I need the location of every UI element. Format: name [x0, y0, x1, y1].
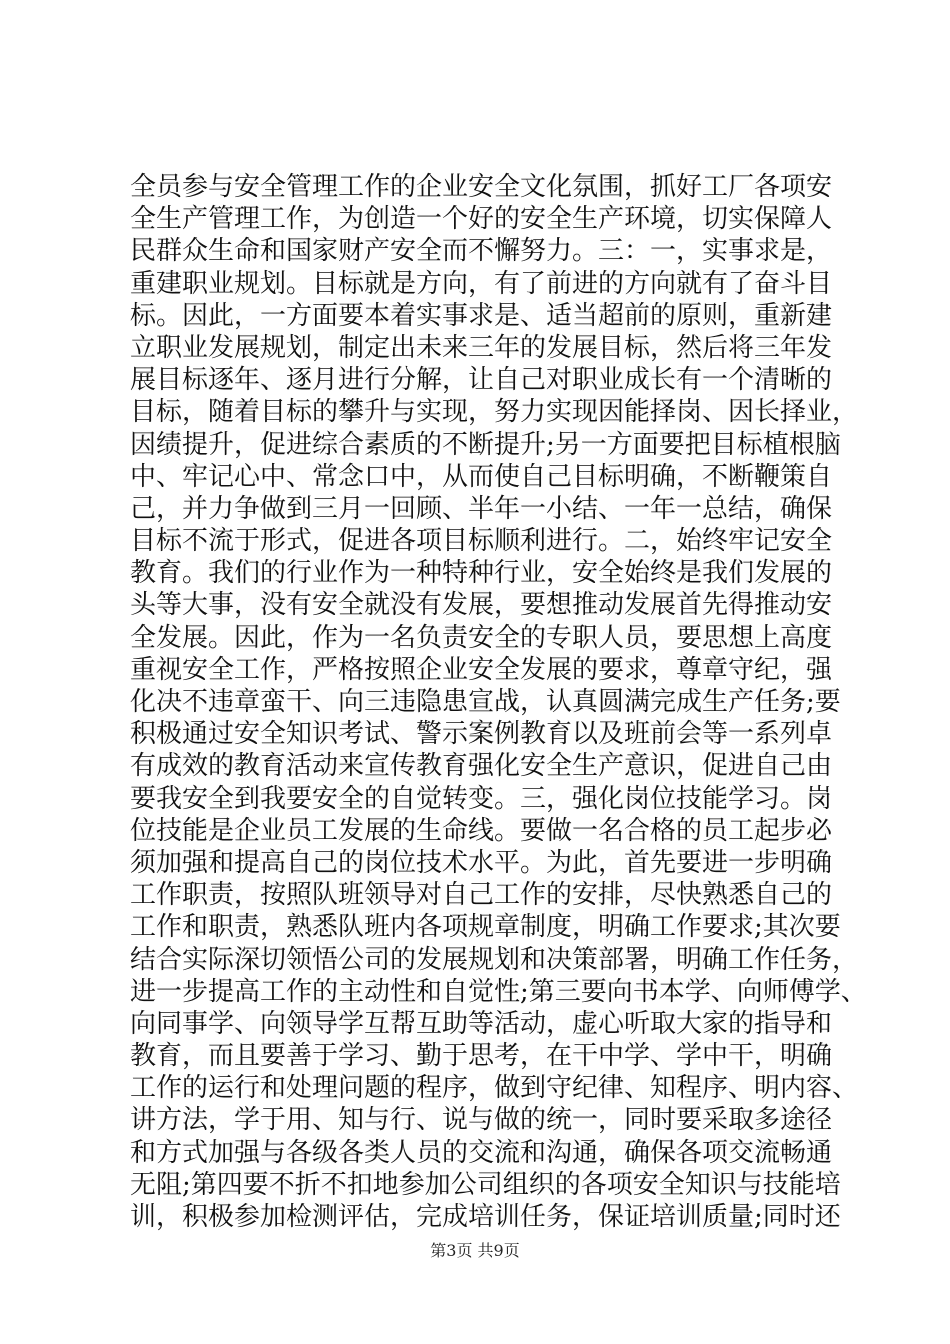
text-line: 全发展。因此，作为一名负责安全的专职人员，要思想上高度 — [130, 622, 833, 653]
text-line: 向同事学、向领导学互帮互助等活动，虚心听取大家的指导和 — [130, 1008, 833, 1039]
text-line: 位技能是企业员工发展的生命线。要做一名合格的员工起步必 — [130, 815, 833, 846]
text-line: 工作的运行和处理问题的程序，做到守纪律、知程序、明内容、 — [130, 1073, 859, 1104]
text-line: 须加强和提高自己的岗位技术水平。为此，首先要进一步明确 — [130, 847, 833, 878]
text-line: 展目标逐年、逐月进行分解，让自己对职业成长有一个清晰的 — [130, 365, 833, 396]
text-line: 和方式加强与各级各类人员的交流和沟通，确保各项交流畅通 — [130, 1137, 833, 1168]
text-line: 无阻;第四要不折不扣地参加公司组织的各项安全知识与技能培 — [130, 1169, 841, 1200]
text-line: 工作和职责，熟悉队班内各项规章制度，明确工作要求;其次要 — [130, 912, 841, 943]
text-line: 因绩提升，促进综合素质的不断提升;另一方面要把目标植根脑 — [130, 429, 841, 460]
body-text — [130, 171, 867, 1233]
text-line: 要我安全到我要安全的自觉转变。三，强化岗位技能学习。岗 — [130, 783, 833, 814]
text-line: 全员参与安全管理工作的企业安全文化氛围，抓好工厂各项安 — [130, 172, 833, 202]
text-line: 立职业发展规划，制定出未来三年的发展目标，然后将三年发 — [130, 332, 833, 363]
text-line: 结合实际深切领悟公司的发展规划和决策部署，明确工作任务， — [130, 944, 859, 975]
text-line: 讲方法，学于用、知与行、说与做的统一，同时要采取多途径 — [130, 1105, 833, 1136]
text-line: 积极通过安全知识考试、警示案例教育以及班前会等一系列卓 — [130, 719, 833, 750]
text-line: 进一步提高工作的主动性和自觉性;第三要向书本学、向师傅学、 — [130, 976, 867, 1007]
text-line: 目标不流于形式，促进各项目标顺利进行。二，始终牢记安全 — [130, 526, 833, 557]
text-line: 中、牢记心中、常念口中，从而使自己目标明确，不断鞭策自 — [130, 461, 833, 492]
text-line: 民群众生命和国家财产安全而不懈努力。三：一，实事求是， — [130, 236, 833, 267]
text-line: 教育，而且要善于学习、勤于思考，在干中学、学中干，明确 — [130, 1041, 833, 1072]
text-line: 标。因此，一方面要本着实事求是、适当超前的原则，重新建 — [130, 300, 833, 331]
text-line: 头等大事，没有安全就没有发展，要想推动发展首先得推动安 — [130, 590, 833, 621]
text-line: 训，积极参加检测评估，完成培训任务，保证培训质量;同时还 — [130, 1202, 841, 1232]
text-line: 工作职责，按照队班领导对自己工作的安排，尽快熟悉自己的 — [130, 880, 833, 911]
page-footer: 第3页 共9页 — [430, 1241, 520, 1260]
text-line: 教育。我们的行业作为一种特种行业，安全始终是我们发展的 — [130, 558, 833, 589]
text-line: 目标，随着目标的攀升与实现，努力实现因能择岗、因长择业， — [130, 397, 859, 428]
text-line: 己，并力争做到三月一回顾、半年一小结、一年一总结，确保 — [130, 493, 833, 524]
text-line: 重视安全工作，严格按照企业安全发展的要求，尊章守纪，强 — [130, 654, 833, 685]
text-line: 有成效的教育活动来宣传教育强化安全生产意识，促进自己由 — [130, 751, 833, 782]
text-line: 化决不违章蛮干、向三违隐患宣战，认真圆满完成生产任务;要 — [130, 687, 841, 717]
text-line: 全生产管理工作，为创造一个好的安全生产环境，切实保障人 — [130, 204, 833, 235]
text-line: 重建职业规划。目标就是方向，有了前进的方向就有了奋斗目 — [130, 268, 833, 299]
